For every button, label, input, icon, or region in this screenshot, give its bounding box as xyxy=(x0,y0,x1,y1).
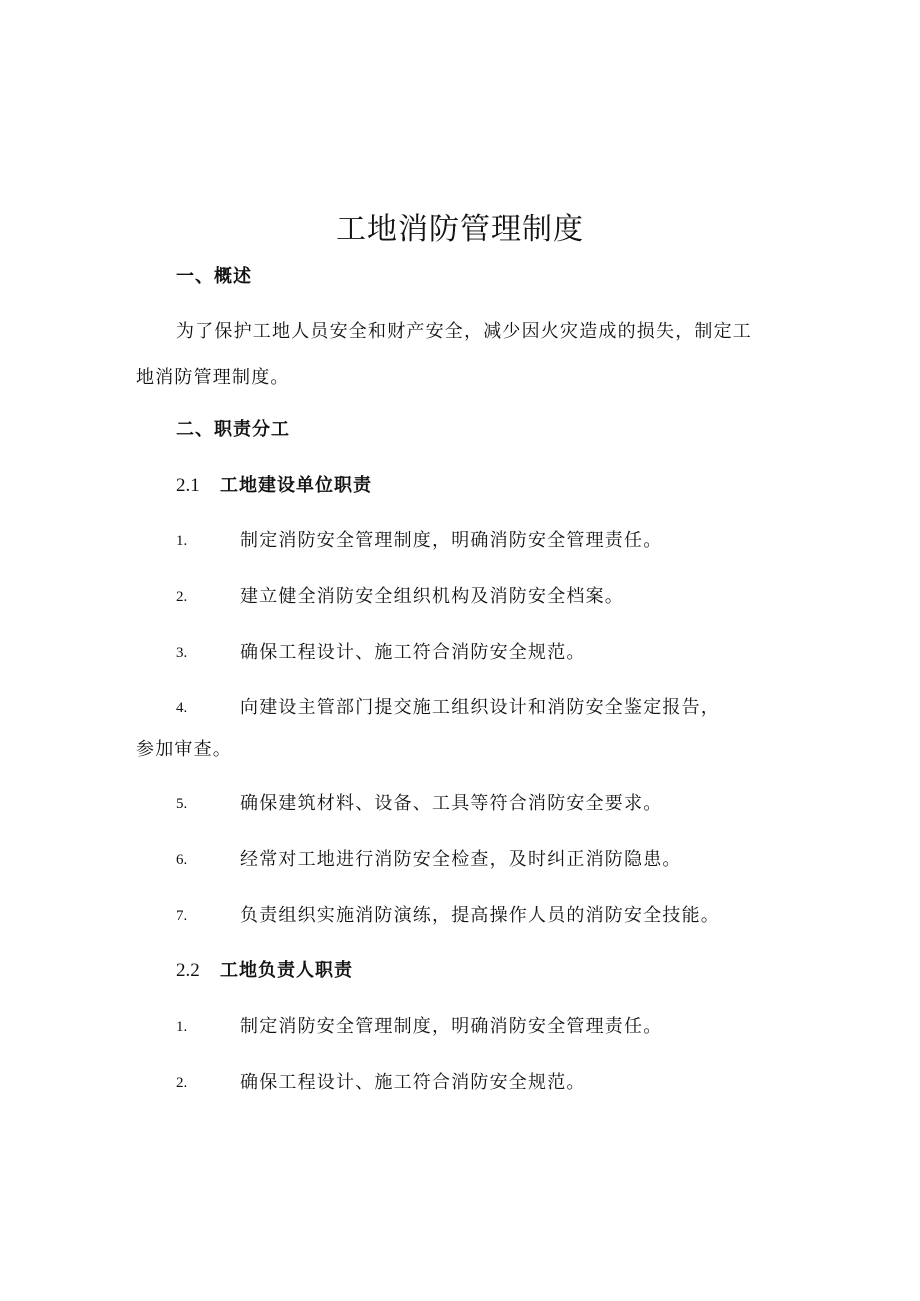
list-item-number: 1. xyxy=(176,1019,188,1035)
list-item-number: 5. xyxy=(176,796,188,812)
document-title: 工地消防管理制度 xyxy=(336,212,584,247)
list-item-text: 确保建筑材料、设备、工具等符合消防安全要求。 xyxy=(240,793,663,814)
list-item-text: 向建设主管部门提交施工组织设计和消防安全鉴定报告， xyxy=(240,697,720,718)
subsection-heading-2-1 xyxy=(176,472,372,500)
section-heading-responsibilities: 二、职责分工 xyxy=(176,419,290,440)
section-heading-overview: 一、概述 xyxy=(176,266,252,287)
list-item-number: 3. xyxy=(176,645,188,661)
list-item-text: 经常对工地进行消防安全检查，及时纠正消防隐患。 xyxy=(240,849,682,870)
subsection-heading-2-2 xyxy=(176,957,353,985)
subsection-number: 2.1 xyxy=(176,475,200,496)
list-item-text: 确保工程设计、施工符合消防安全规范。 xyxy=(240,642,586,663)
list-item-number: 4. xyxy=(176,700,188,716)
list-item-number: 2. xyxy=(176,1075,188,1091)
overview-paragraph-line1: 为了保护工地人员安全和财产安全，减少因火灾造成的损失，制定工 xyxy=(176,321,752,342)
subsection-title: 工地负责人职责 xyxy=(220,960,353,981)
list-item-text: 负责组织实施消防演练，提高操作人员的消防安全技能。 xyxy=(240,905,720,926)
list-item-number: 7. xyxy=(176,908,188,924)
list-item-text: 制定消防安全管理制度，明确消防安全管理责任。 xyxy=(240,530,663,551)
list-item-number: 2. xyxy=(176,589,188,605)
overview-paragraph-line2: 地消防管理制度。 xyxy=(136,367,290,388)
overview-paragraph xyxy=(136,309,786,401)
list-item-text: 制定消防安全管理制度，明确消防安全管理责任。 xyxy=(240,1016,663,1037)
list-item-number: 6. xyxy=(176,852,188,868)
subsection-number: 2.2 xyxy=(176,960,200,981)
list-item-continuation: 参加审查。 xyxy=(136,739,232,760)
list-item-text: 建立健全消防安全组织机构及消防安全档案。 xyxy=(240,586,624,607)
list-item-text: 确保工程设计、施工符合消防安全规范。 xyxy=(240,1072,586,1093)
list-item-number: 1. xyxy=(176,533,188,549)
subsection-title: 工地建设单位职责 xyxy=(220,475,372,496)
